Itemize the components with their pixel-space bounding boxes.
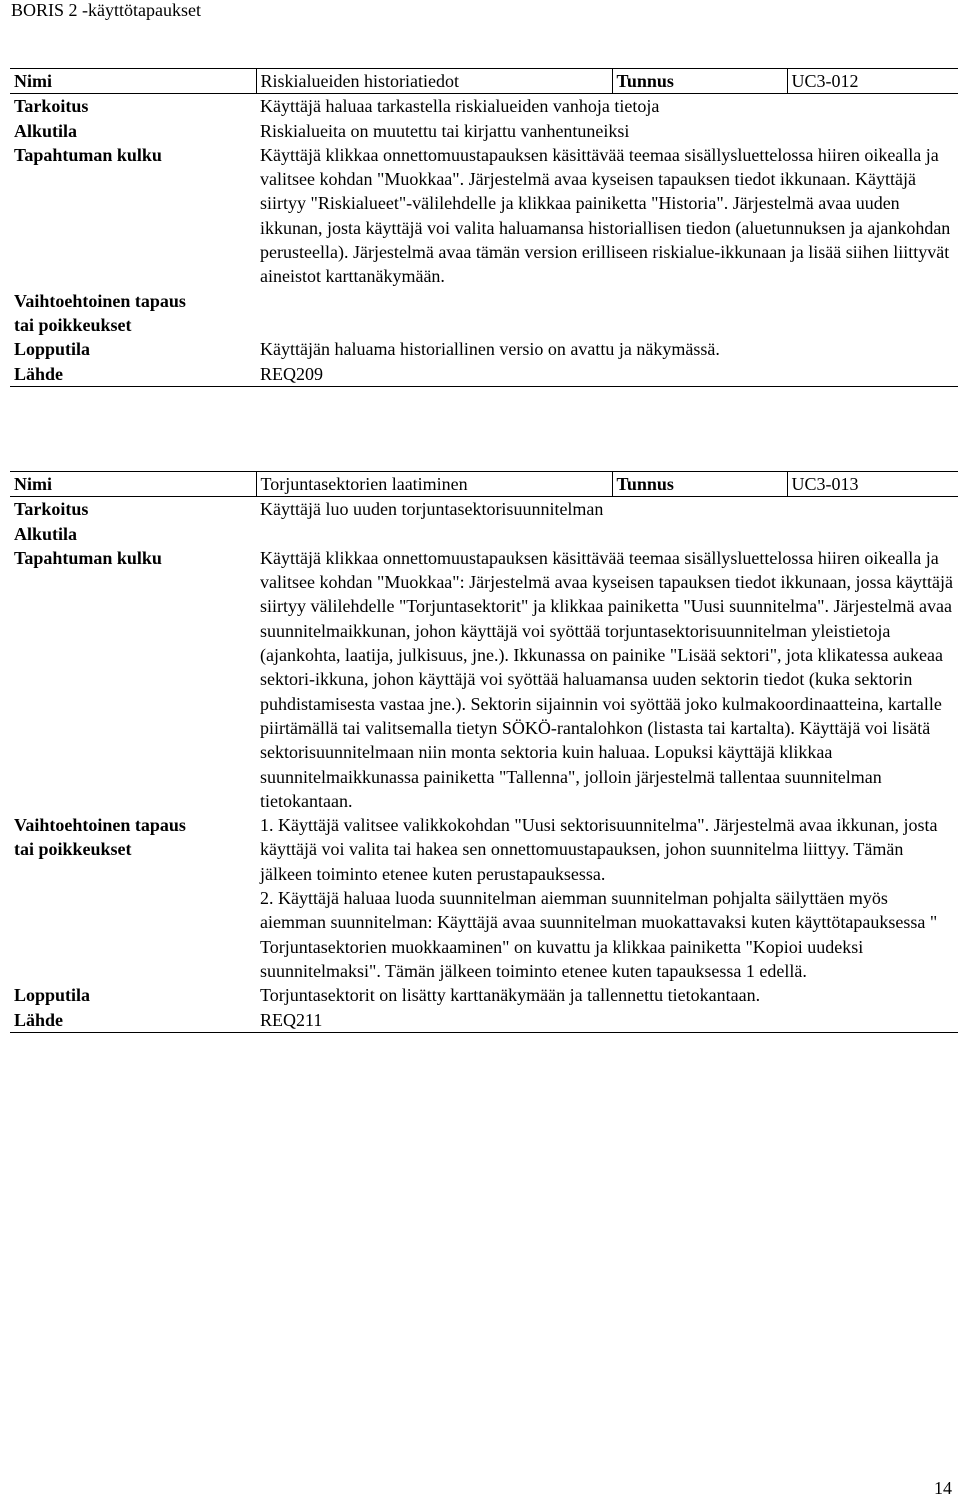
alternative-row: [10, 289, 958, 338]
alternative-label: [10, 289, 256, 338]
source-row: [10, 362, 958, 387]
alternative-row: [10, 813, 958, 983]
flow-row: [10, 143, 958, 289]
postcondition-row: [10, 983, 958, 1007]
postcondition-value: Käyttäjän haluama historiallinen versio on avattu ja näkymässä.: [260, 339, 720, 360]
flow-value: Käyttäjä klikkaa onnettomuustapauksen käsittävää teemaa sisällysluettelossa hiiren oikealla ja valitsee kohdan "Muokkaa". Järjestelmä avaa kyseisen tapauksen tiedot ikkunaan. Käyttäjä siirtyy "Riskialueet"-välilehdelle ja klikkaa painiketta "Historia". Järjestelmä avaa uuden ikkunan, josta käyttäjä voi valita haluamansa historiallisen tiedon (aluetunnuksen ja ajankohdan perusteella). Järjestelmä avaa tämän version erilliseen riskialue-ikkunaan ja lisää siihen liittyvät aineistot karttanäkymään.: [260, 144, 951, 287]
precondition-value: [256, 522, 958, 546]
flow-value: Käyttäjä klikkaa onnettomuustapauksen käsittävää teemaa sisällysluettelossa hiiren oikealla ja valitsee kohdan "Muokkaa": Järjestelmä avaa kyseisen tapauksen tiedot ikkunaan, jossa käyttäjä siirtyy välilehdelle "Torjuntasektorit" ja klikkaa painiketta "Uusi suunnitelma". Järjestelmä avaa suunnitelmaikkunan, johon käyttäjä voi syöttää torjuntasektorisuunnitelman yleistietoja (ajankohta, laatija, julkisuus, jne.). Ikkunassa on painike "Lisää sektori", jota klikatessa aukeaa sektori-ikkuna, johon käyttäjä voi syöttää haluamansa uuden sektorin tiedot (kuka sektorin puhdistamisesta vastaa jne.). Sektorin sijainnin voi syöttää joko kulmakoordinaatteina, kartalle piirtämällä tai valitsemalla tietyn SÖKÖ-rantalohkon (listasta tai kartalta). Käyttäjä voi lisätä sektorisuunnitelmaan niin monta sektoria kuin haluaa. Lopuksi käyttäjä klikkaa suunnitelmaikkunassa painiketta "Tallenna", jolloin järjestelmä tallentaa suunnitelman tietokantaan.: [260, 547, 953, 811]
alternative-label-line2: tai poikkeukset: [14, 314, 132, 335]
postcondition-label: Lopputila: [14, 339, 91, 360]
precondition-label: Alkutila: [14, 120, 78, 141]
source-value: REQ209: [256, 362, 958, 387]
flow-label: Tapahtuman kulku: [14, 547, 162, 568]
use-case-id: UC3-013: [787, 472, 958, 497]
source-value: REQ211: [256, 1008, 958, 1033]
source-row: [10, 1008, 958, 1033]
postcondition-row: [10, 337, 958, 361]
name-label: Nimi: [10, 69, 256, 94]
precondition-row: [10, 119, 958, 143]
flow-row: [10, 546, 958, 813]
id-label: Tunnus: [612, 69, 787, 94]
name-row: [10, 69, 958, 94]
page-number: 14: [934, 1478, 952, 1498]
use-case-name: Riskialueiden historiatiedot: [256, 69, 612, 94]
postcondition-value: Torjuntasektorit on lisätty karttanäkymään ja tallennettu tietokantaan.: [260, 985, 761, 1006]
alternative-item-1: 1. Käyttäjä valitsee valikkokohdan "Uusi sektorisuunnitelma". Järjestelmä avaa ikkunan, josta käyttäjä voi valita tai hakea sen onnettomuustapauksen, johon suunnitelma liittyy. Tämän jälkeen toiminto etenee kuten perustapauksessa.: [260, 815, 938, 884]
precondition-value: Riskialueita on muutettu tai kirjattu vanhentuneiksi: [260, 120, 630, 141]
precondition-label: Alkutila: [14, 523, 78, 544]
alternative-label-line1: Vaihtoehtoinen tapaus: [14, 290, 186, 311]
purpose-row: [10, 94, 958, 119]
name-label: Nimi: [10, 472, 256, 497]
alternative-label-line1: Vaihtoehtoinen tapaus: [14, 815, 186, 836]
name-row: [10, 472, 958, 497]
purpose-label: Tarkoitus: [14, 499, 89, 520]
use-case-table-uc3-012: [10, 68, 958, 387]
alternative-item-2: 2. Käyttäjä haluaa luoda suunnitelman aiemman suunnitelman pohjalta säilyttäen myös aiemman suunnitelman: Käyttäjä avaa suunnitelman muokattavaksi kuten käyttötapauksessa " Torjuntasektorien muokkaaminen" on kuvattu ja klikkaa painiketta "Kopioi uudeksi suunnitelmaksi". Tämän jälkeen toiminto etenee kuten tapauksessa 1 edellä.: [260, 888, 938, 981]
purpose-value: Käyttäjä luo uuden torjuntasektorisuunnitelman: [260, 499, 604, 520]
use-case-table-uc3-013: [10, 471, 958, 1033]
source-label: Lähde: [10, 1008, 256, 1033]
alternative-label-line2: tai poikkeukset: [14, 839, 132, 860]
source-label: Lähde: [10, 362, 256, 387]
alternative-value: [256, 813, 958, 983]
purpose-label: Tarkoitus: [14, 96, 89, 117]
purpose-value: Käyttäjä haluaa tarkastella riskialueiden vanhoja tietoja: [260, 96, 660, 117]
alternative-value: [256, 289, 958, 338]
id-label: Tunnus: [612, 472, 787, 497]
use-case-id: UC3-012: [787, 69, 958, 94]
precondition-row: [10, 522, 958, 546]
purpose-row: [10, 497, 958, 522]
document-header: BORIS 2 -käyttötapaukset: [11, 0, 201, 20]
alternative-label: [10, 813, 256, 983]
postcondition-label: Lopputila: [14, 985, 91, 1006]
flow-label: Tapahtuman kulku: [14, 144, 162, 165]
use-case-name: Torjuntasektorien laatiminen: [256, 472, 612, 497]
